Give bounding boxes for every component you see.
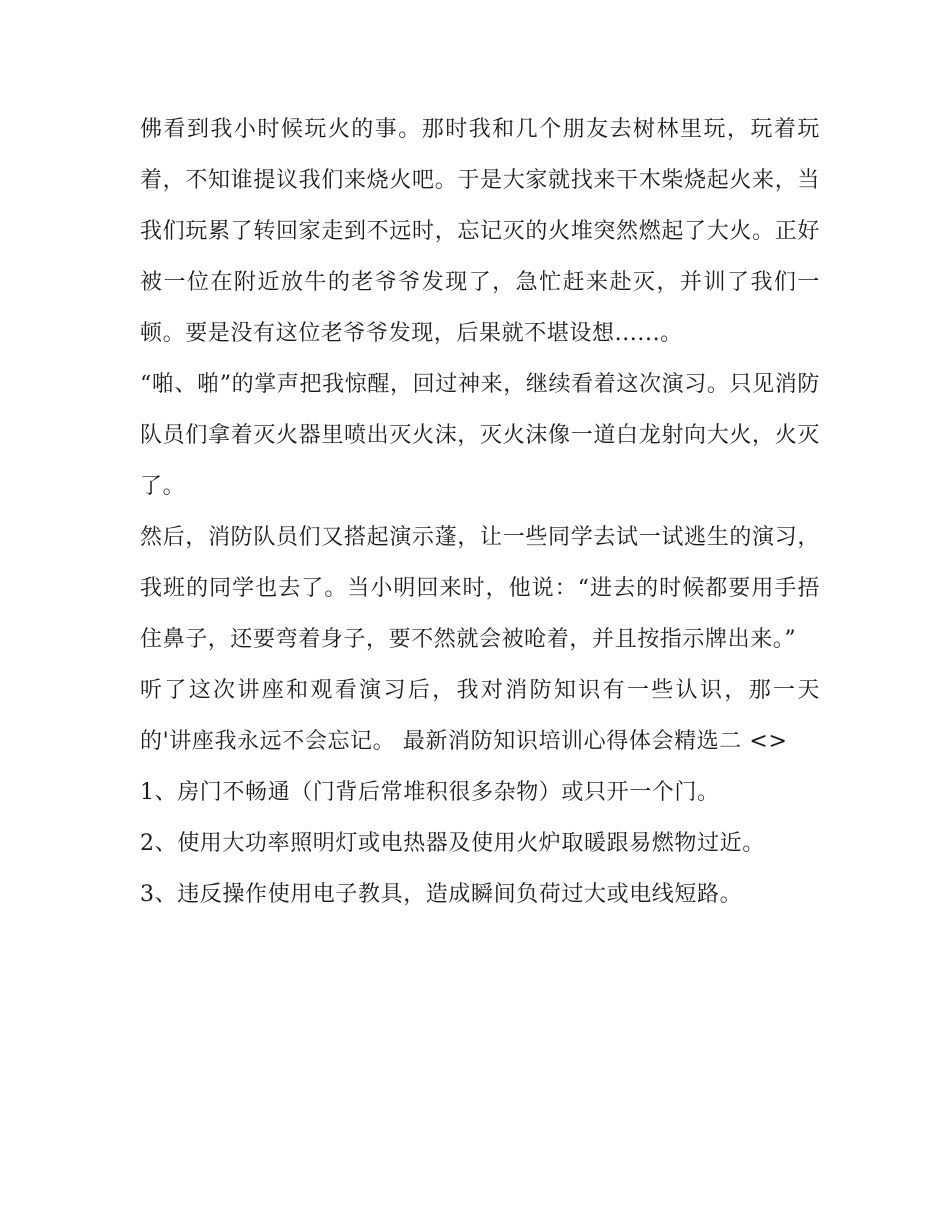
paragraph-applause-drill: “啪、啪”的掌声把我惊醒，回过神来，继续看着这次演习。只见消防队员们拿着灭火器里喷出灭火沫，灭火沫像一道白龙射向大火，火灭了。 bbox=[140, 372, 820, 499]
paragraph-conclusion: 听了这次讲座和观看演习后，我对消防知识有一些认识，那一天的'讲座我永远不会忘记。 最新消防知识培训心得体会精选二 <> bbox=[140, 678, 820, 754]
paragraph-escape-drill: 然后，消防队员们又搭起演示蓬，让一些同学去试一试逃生的演习，我班的同学也去了。当小明回来时，他说：“进去的时候都要用手捂住鼻子，还要弯着身子，要不然就会被呛着，并且按指示牌出来。” bbox=[140, 525, 820, 652]
paragraph-childhood-fire-story: 佛看到我小时候玩火的事。那时我和几个朋友去树林里玩，玩着玩着，不知谁提议我们来烧火吧。于是大家就找来干木柴烧起火来，当我们玩累了转回家走到不远时，忘记灭的火堆突然燃起了大火。正好被一位在附近放牛的老爷爷发现了，急忙赶来赴灭，并训了我们一顿。要是没有这位老爷爷发现，后果就不堪设想......。 bbox=[140, 117, 820, 346]
document-page bbox=[140, 104, 820, 920]
list-item-2: 2、使用大功率照明灯或电热器及使用火炉取暖跟易燃物过近。 bbox=[140, 831, 765, 856]
list-item-3: 3、违反操作使用电子教具，造成瞬间负荷过大或电线短路。 bbox=[140, 882, 743, 907]
list-item-1: 1、房门不畅通（门背后常堆积很多杂物）或只开一个门。 bbox=[140, 780, 720, 805]
